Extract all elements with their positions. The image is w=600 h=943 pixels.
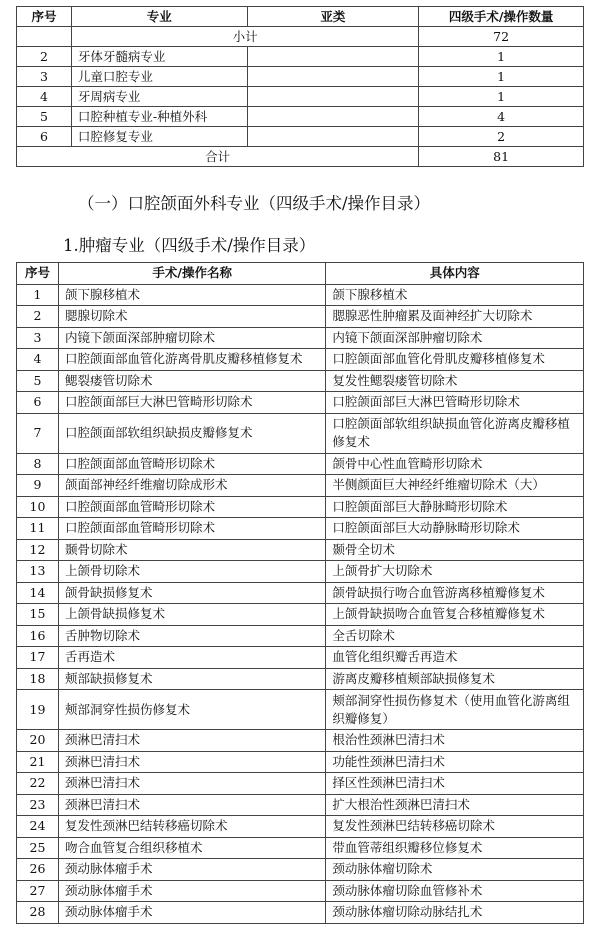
procedure-no: 20 — [17, 730, 59, 752]
procedure-content: 全舌切除术 — [326, 625, 584, 647]
procedure-row — [17, 392, 584, 414]
summary-row-subclass — [247, 127, 419, 147]
subtotal-value: 72 — [419, 27, 584, 47]
procedure-content: 带血管蒂组织瓣移位修复术 — [326, 837, 584, 859]
procedure-content: 择区性颈淋巴清扫术 — [326, 773, 584, 795]
procedure-row — [17, 859, 584, 881]
procedure-row — [17, 816, 584, 838]
summary-total-row — [17, 147, 584, 167]
summary-header-count: 四级手术/操作数量 — [419, 7, 584, 27]
procedure-row — [17, 794, 584, 816]
procedure-no: 8 — [17, 453, 59, 475]
procedure-row — [17, 690, 584, 730]
procedure-no: 16 — [17, 625, 59, 647]
procedure-no: 6 — [17, 392, 59, 414]
summary-row-value: 1 — [419, 87, 584, 107]
procedure-no: 4 — [17, 349, 59, 371]
procedure-content: 内镜下颌面深部肿瘤切除术 — [326, 327, 584, 349]
procedure-row — [17, 730, 584, 752]
summary-row-no: 2 — [17, 47, 72, 67]
procedure-name: 复发性颈淋巴结转移癌切除术 — [58, 816, 325, 838]
procedure-name: 颈动脉体瘤手术 — [58, 902, 325, 924]
summary-row-name: 牙体牙髓病专业 — [71, 47, 247, 67]
procedure-content: 复发性颈淋巴结转移癌切除术 — [326, 816, 584, 838]
procedure-content: 口腔颌面部巨大动静脉畸形切除术 — [326, 518, 584, 540]
procedure-content: 口腔颌面部巨大静脉畸形切除术 — [326, 496, 584, 518]
procedure-no: 21 — [17, 751, 59, 773]
procedure-no: 17 — [17, 647, 59, 669]
procedure-row — [17, 539, 584, 561]
summary-header-subclass: 亚类 — [247, 7, 419, 27]
procedure-name: 口腔颌面部血管畸形切除术 — [58, 453, 325, 475]
procedure-content: 颌下腺移植术 — [326, 284, 584, 306]
procedure-name: 舌再造术 — [58, 647, 325, 669]
procedure-name: 颌面部神经纤维瘤切除成形术 — [58, 475, 325, 497]
procedure-content: 复发性鳃裂瘘管切除术 — [326, 370, 584, 392]
procedure-content: 血管化组织瓣舌再造术 — [326, 647, 584, 669]
section-title: （一）口腔颌面外科专业（四级手术/操作目录） — [78, 194, 431, 213]
procedure-content: 颈动脉体瘤切除动脉结扎术 — [326, 902, 584, 924]
procedure-name: 颌下腺移植术 — [58, 284, 325, 306]
procedure-content: 半侧颜面巨大神经纤维瘤切除术（大） — [326, 475, 584, 497]
summary-row-subclass — [247, 107, 419, 127]
summary-row-name: 口腔修复专业 — [71, 127, 247, 147]
procedure-no: 28 — [17, 902, 59, 924]
procedure-row — [17, 306, 584, 328]
procedure-row — [17, 647, 584, 669]
summary-row — [17, 47, 584, 67]
procedure-name: 颈淋巴清扫术 — [58, 730, 325, 752]
procedure-row — [17, 561, 584, 583]
procedure-no: 2 — [17, 306, 59, 328]
detail-header-row — [17, 263, 584, 285]
procedure-name: 颈淋巴清扫术 — [58, 794, 325, 816]
procedure-content: 腮腺恶性肿瘤累及面神经扩大切除术 — [326, 306, 584, 328]
procedure-content: 颌骨缺损行吻合血管游离移植瓣修复术 — [326, 582, 584, 604]
procedure-no: 11 — [17, 518, 59, 540]
procedure-content: 上颌骨扩大切除术 — [326, 561, 584, 583]
procedure-row — [17, 582, 584, 604]
procedure-name: 内镜下颌面深部肿瘤切除术 — [58, 327, 325, 349]
procedure-no: 15 — [17, 604, 59, 626]
procedure-row — [17, 475, 584, 497]
subsection-title: 1.肿瘤专业（四级手术/操作目录） — [63, 236, 316, 255]
procedure-content: 功能性颈淋巴清扫术 — [326, 751, 584, 773]
procedure-name: 上颌骨缺损修复术 — [58, 604, 325, 626]
procedure-no: 19 — [17, 690, 59, 730]
procedure-row — [17, 837, 584, 859]
procedure-no: 26 — [17, 859, 59, 881]
summary-row-value: 4 — [419, 107, 584, 127]
procedure-name: 口腔颌面部血管化游离骨肌皮瓣移植修复术 — [58, 349, 325, 371]
procedure-row — [17, 773, 584, 795]
procedure-content: 口腔颌面部软组织缺损血管化游离皮瓣移植修复术 — [326, 413, 584, 453]
procedure-name: 口腔颌面部血管畸形切除术 — [58, 518, 325, 540]
procedure-row — [17, 902, 584, 924]
procedure-row — [17, 349, 584, 371]
procedure-row — [17, 370, 584, 392]
procedure-name: 颈动脉体瘤手术 — [58, 859, 325, 881]
detail-header-content: 具体内容 — [326, 263, 584, 285]
summary-row-no: 6 — [17, 127, 72, 147]
detail-header-no: 序号 — [17, 263, 59, 285]
summary-row-value: 2 — [419, 127, 584, 147]
procedure-content: 颞骨全切术 — [326, 539, 584, 561]
summary-header-specialty: 专业 — [71, 7, 247, 27]
procedure-no: 24 — [17, 816, 59, 838]
procedure-no: 7 — [17, 413, 59, 453]
summary-row — [17, 127, 584, 147]
procedure-row — [17, 668, 584, 690]
summary-row — [17, 67, 584, 87]
procedure-name: 颞骨切除术 — [58, 539, 325, 561]
summary-header-no: 序号 — [17, 7, 72, 27]
total-label: 合计 — [17, 147, 419, 167]
summary-cell — [17, 27, 72, 47]
procedure-row — [17, 496, 584, 518]
summary-row-value: 1 — [419, 47, 584, 67]
procedure-no: 18 — [17, 668, 59, 690]
procedure-name: 颊部洞穿性损伤修复术 — [58, 690, 325, 730]
summary-row-no: 3 — [17, 67, 72, 87]
procedure-no: 14 — [17, 582, 59, 604]
procedure-content: 口腔颌面部巨大淋巴管畸形切除术 — [326, 392, 584, 414]
procedure-content: 游离皮瓣移植颊部缺损修复术 — [326, 668, 584, 690]
procedure-content: 扩大根治性颈淋巴清扫术 — [326, 794, 584, 816]
summary-row-name: 儿童口腔专业 — [71, 67, 247, 87]
procedure-no: 9 — [17, 475, 59, 497]
procedure-name: 颊部缺损修复术 — [58, 668, 325, 690]
procedure-content: 颈动脉体瘤切除血管修补术 — [326, 880, 584, 902]
procedure-table — [16, 262, 584, 924]
summary-table — [16, 6, 584, 167]
subtotal-label: 小计 — [71, 27, 418, 47]
procedure-no: 12 — [17, 539, 59, 561]
procedure-name: 鳃裂瘘管切除术 — [58, 370, 325, 392]
procedure-name: 颈动脉体瘤手术 — [58, 880, 325, 902]
procedure-row — [17, 453, 584, 475]
procedure-row — [17, 518, 584, 540]
procedure-no: 3 — [17, 327, 59, 349]
procedure-no: 5 — [17, 370, 59, 392]
procedure-name: 口腔颌面部软组织缺损皮瓣修复术 — [58, 413, 325, 453]
procedure-no: 22 — [17, 773, 59, 795]
procedure-no: 10 — [17, 496, 59, 518]
procedure-name: 吻合血管复合组织移植术 — [58, 837, 325, 859]
procedure-row — [17, 604, 584, 626]
summary-row — [17, 87, 584, 107]
summary-row-subclass — [247, 87, 419, 107]
summary-header-row — [17, 7, 584, 27]
summary-row-subclass — [247, 47, 419, 67]
summary-row-name: 牙周病专业 — [71, 87, 247, 107]
procedure-content: 口腔颌面部血管化骨肌皮瓣移植修复术 — [326, 349, 584, 371]
procedure-name: 舌肿物切除术 — [58, 625, 325, 647]
procedure-name: 口腔颌面部血管畸形切除术 — [58, 496, 325, 518]
procedure-name: 颌骨缺损修复术 — [58, 582, 325, 604]
total-value: 81 — [419, 147, 584, 167]
procedure-row — [17, 284, 584, 306]
procedure-no: 13 — [17, 561, 59, 583]
procedure-row — [17, 880, 584, 902]
procedure-row — [17, 751, 584, 773]
procedure-content: 上颌骨缺损吻合血管复合移植瓣修复术 — [326, 604, 584, 626]
summary-row-no: 5 — [17, 107, 72, 127]
summary-row-name: 口腔种植专业-种植外科 — [71, 107, 247, 127]
procedure-content: 颊部洞穿性损伤修复术（使用血管化游离组织瓣修复） — [326, 690, 584, 730]
summary-subtotal-row — [17, 27, 584, 47]
procedure-no: 27 — [17, 880, 59, 902]
procedure-row — [17, 625, 584, 647]
detail-header-name: 手术/操作名称 — [58, 263, 325, 285]
procedure-no: 25 — [17, 837, 59, 859]
summary-row — [17, 107, 584, 127]
procedure-content: 颌骨中心性血管畸形切除术 — [326, 453, 584, 475]
procedure-name: 颈淋巴清扫术 — [58, 773, 325, 795]
summary-row-value: 1 — [419, 67, 584, 87]
procedure-name: 腮腺切除术 — [58, 306, 325, 328]
procedure-name: 颈淋巴清扫术 — [58, 751, 325, 773]
procedure-content: 根治性颈淋巴清扫术 — [326, 730, 584, 752]
summary-row-subclass — [247, 67, 419, 87]
procedure-name: 口腔颌面部巨大淋巴管畸形切除术 — [58, 392, 325, 414]
summary-row-no: 4 — [17, 87, 72, 107]
procedure-content: 颈动脉体瘤切除术 — [326, 859, 584, 881]
procedure-no: 23 — [17, 794, 59, 816]
procedure-row — [17, 413, 584, 453]
procedure-name: 上颌骨切除术 — [58, 561, 325, 583]
procedure-no: 1 — [17, 284, 59, 306]
procedure-row — [17, 327, 584, 349]
